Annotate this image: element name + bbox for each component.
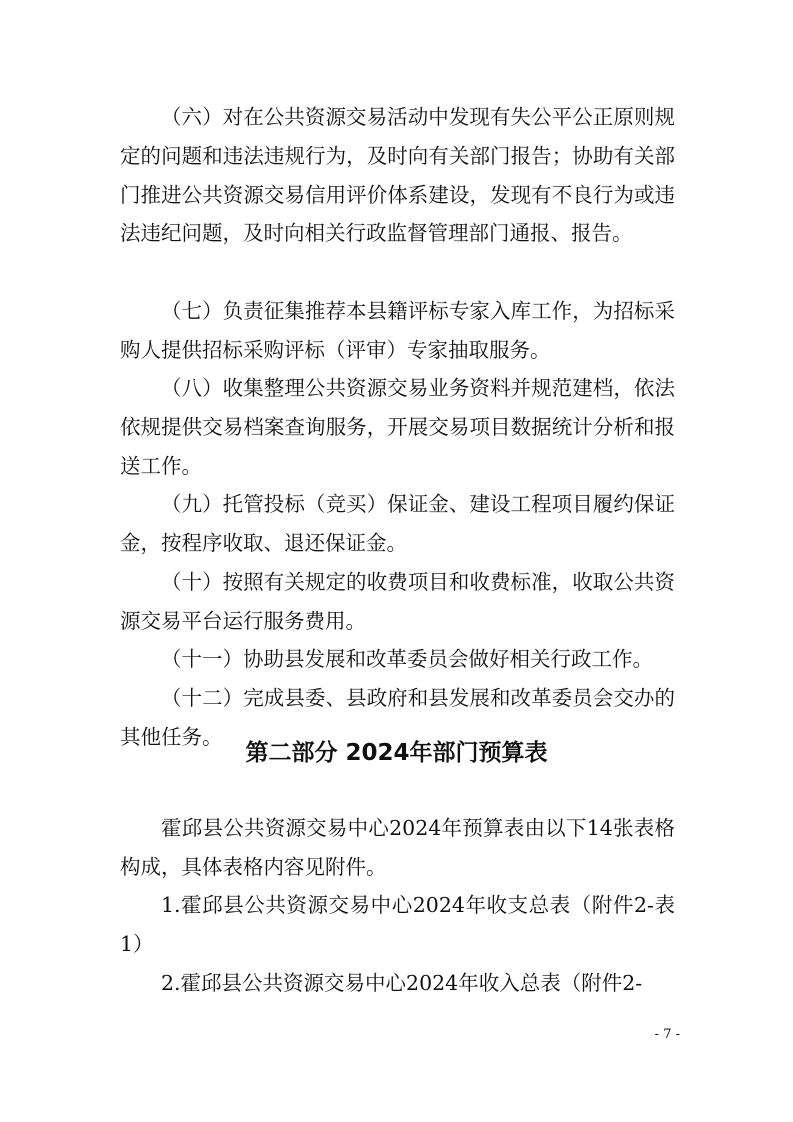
intro-paragraph: 霍邱县公共资源交易中心2024年预算表由以下14张表格构成，具体表格内容见附件。	[120, 816, 675, 879]
paragraph-item-7: （七）负责征集推荐本县籍评标专家入库工作，为招标采购人提供招标采购评标（评审）专家抽取服务。	[120, 299, 675, 362]
paragraph-item-9: （九）托管投标（竞买）保证金、建设工程项目履约保证金，按程序收取、退还保证金。	[120, 492, 675, 555]
paragraph-item-11: （十一）协助县发展和改革委员会做好相关行政工作。	[161, 647, 653, 671]
paragraph-item-6: （六）对在公共资源交易活动中发现有失公平公正原则规定的问题和违法违规行为，及时向有关部门报告；协助有关部门推进公共资源交易信用评价体系建设，发现有不良行为或违法违纪问题，及时向相关行政监督管理部门通报、报告。	[120, 105, 675, 246]
paragraph-item-8: （八）收集整理公共资源交易业务资料并规范建档，依法依规提供交易档案查询服务，开展交易项目数据统计分析和报送工作。	[120, 376, 675, 478]
section-heading: 第二部分 2024年部门预算表	[245, 740, 548, 766]
table-list-item-1: 1.霍邱县公共资源交易中心2024年收支总表（附件2-表1）	[120, 893, 675, 956]
page-number: - 7 -	[654, 1027, 680, 1042]
paragraph-item-12: （十二）完成县委、县政府和县发展和改革委员会交办的其他任务。	[120, 686, 675, 749]
table-list-item-2: 2.霍邱县公共资源交易中心2024年收入总表（附件2-	[161, 971, 643, 995]
paragraph-item-10: （十）按照有关规定的收费项目和收费标准，收取公共资源交易平台运行服务费用。	[120, 570, 675, 633]
